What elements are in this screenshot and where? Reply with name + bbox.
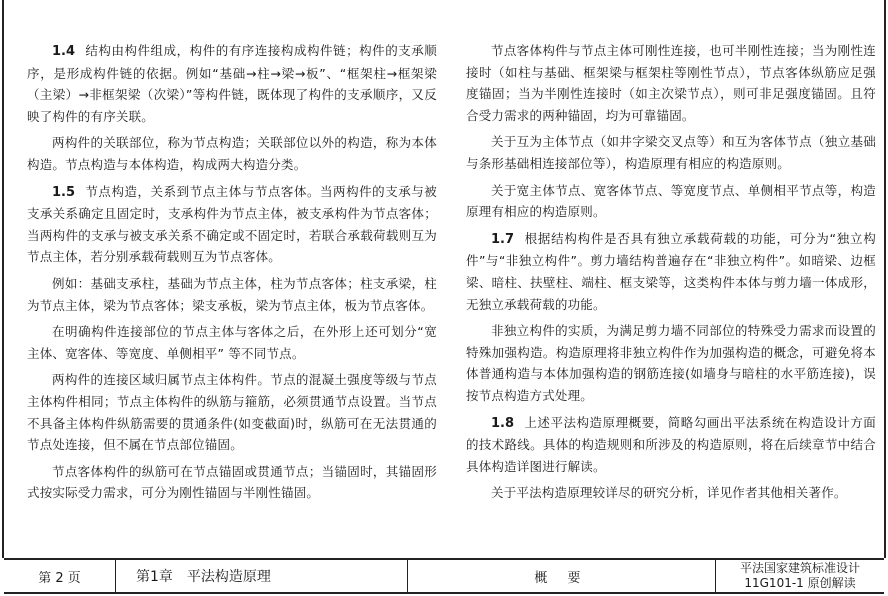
paragraph xyxy=(27,461,437,504)
right-text-column xyxy=(466,40,876,509)
paragraph xyxy=(466,320,876,406)
paragraph xyxy=(466,180,876,223)
paragraph xyxy=(27,369,437,455)
page-footer xyxy=(4,558,884,594)
paragraph-text: 两构件的关联部位，称为节点构造；关联部位以外的构造，称为本体构造。节点构造与本体构造，构成两大构造分类。 xyxy=(27,135,437,172)
paragraph-text: 非独立构件的实质，为满足剪力墙不同部位的特殊受力需求而设置的特殊加强构造。构造原理将非独立构件作为加强构造的概念，可避免将本体普通构造与本体加强构造的钢筋连接(如墙身与暗柱的水平筋连接)，误按节点构造方式处理。 xyxy=(466,323,876,403)
paragraph-text: 在明确构件连接部位的节点主体与客体之后，在外形上还可划分“宽主体、宽客体、等宽度、单侧相平” 等不同节点。 xyxy=(27,324,437,361)
paragraph xyxy=(27,40,437,127)
footer-book-title xyxy=(716,560,884,592)
right-border-line xyxy=(884,0,886,558)
paragraph-text: 节点构造，关系到节点主体与节点客体。当两构件的支承与被支承关系确定且固定时，支承构件为节点主体，被支承构件为节点客体；当两构件的支承与被支承关系不确定或不固定时，若联合承载荷载则互为节点主体，若分别承载荷载则互为节点客体。 xyxy=(27,183,437,265)
paragraph-text: 两构件的连接区域归属节点主体构件。节点的混凝土强度等级与节点主体构件相同；节点主体构件的纵筋与箍筋，必须贯通节点设置。当节点不具备主体构件纵筋需要的贯通条件(如变截面)时，纵筋可在无法贯通的节点处连接，但不属在节点部位锚固。 xyxy=(27,372,437,453)
paragraph xyxy=(27,132,437,175)
paragraph xyxy=(466,40,876,126)
footer-section-title: 概 要 xyxy=(408,560,716,592)
paragraph-text: 关于宽主体节点、宽客体节点、等宽度节点、单侧相平节点等，构造原理有相应的构造原则。 xyxy=(466,182,876,220)
footer-page-number: 第 2 页 xyxy=(4,560,116,592)
paragraph-text: 节点客体构件的纵筋可在节点锚固或贯通节点；当锚固时，其锚固形式按实际受力需求，可分为刚性锚固与半刚性锚固。 xyxy=(27,463,437,501)
section-number: 1.4 xyxy=(52,44,76,59)
left-text-column xyxy=(27,40,437,509)
paragraph-text: 上述平法构造原理概要，简略勾画出平法系统在构造设计方面的技术路线。具体的构造规则和所涉及的构造原则，将在后续章节中结合具体构造详图进行解读。 xyxy=(466,414,876,474)
footer-book-line2: 11G101-1 原创解读 xyxy=(744,576,856,590)
footer-book-line1: 平法国家建筑标准设计 xyxy=(739,561,860,575)
paragraph xyxy=(27,273,437,316)
footer-chapter-number: 第1章 xyxy=(136,569,173,585)
paragraph-text: 结构由构件组成，构件的有序连接构成构件链；构件的支承顺序，是形成构件链的依据。例如“基础→柱→梁→板”、“框架柱→框架梁（主梁）→非框架梁（次梁）”等构件链，既体现了构件的支承顺序，又反映了构件的有序关联。 xyxy=(27,43,437,124)
footer-chapter-title: 平法构造原理 xyxy=(186,569,271,585)
paragraph xyxy=(466,482,876,504)
section-number: 1.5 xyxy=(52,184,76,200)
paragraph-text: 节点客体构件与节点主体可刚性连接，也可半刚性连接；当为刚性连接时（如柱与基础、框架梁与框架柱等刚性节点），节点客体纵筋应足强度锚固；当为半刚性连接时（如主次梁节点），则可非足强度锚固。且符合受力需求的两种锚固，均为可靠锚固。 xyxy=(466,43,876,123)
left-border-line xyxy=(2,0,4,558)
section-number: 1.8 xyxy=(491,415,515,431)
paragraph-text: 关于互为主体节点（如井字梁交叉点等）和互为客体节点（独立基础与条形基础相连接部位等），构造原理有相应的构造原则。 xyxy=(466,134,876,171)
paragraph xyxy=(466,131,876,174)
paragraph xyxy=(27,321,437,364)
paragraph-text: 关于平法构造原理较详尽的研究分析，详见作者其他相关著作。 xyxy=(491,485,847,501)
paragraph-text: 例如：基础支承柱，基础为节点主体，柱为节点客体；柱支承梁，柱为节点主体，梁为节点客体；梁支承板，梁为节点主体，板为节点客体。 xyxy=(27,275,437,313)
paragraph-text: 根据结构构件是否具有独立承载荷载的功能，可分为“独立构件”与“非独立构件”。剪力墙结构普遍存在“非独立构件”。如暗梁、边框梁、暗柱、扶壁柱、端柱、框支梁等，这类构件本体与剪力墙一体成形，无独立承载荷载的功能。 xyxy=(466,230,876,312)
section-number: 1.7 xyxy=(491,231,515,247)
paragraph xyxy=(27,181,437,268)
paragraph xyxy=(466,412,876,478)
paragraph xyxy=(466,228,876,315)
footer-chapter xyxy=(116,560,408,592)
